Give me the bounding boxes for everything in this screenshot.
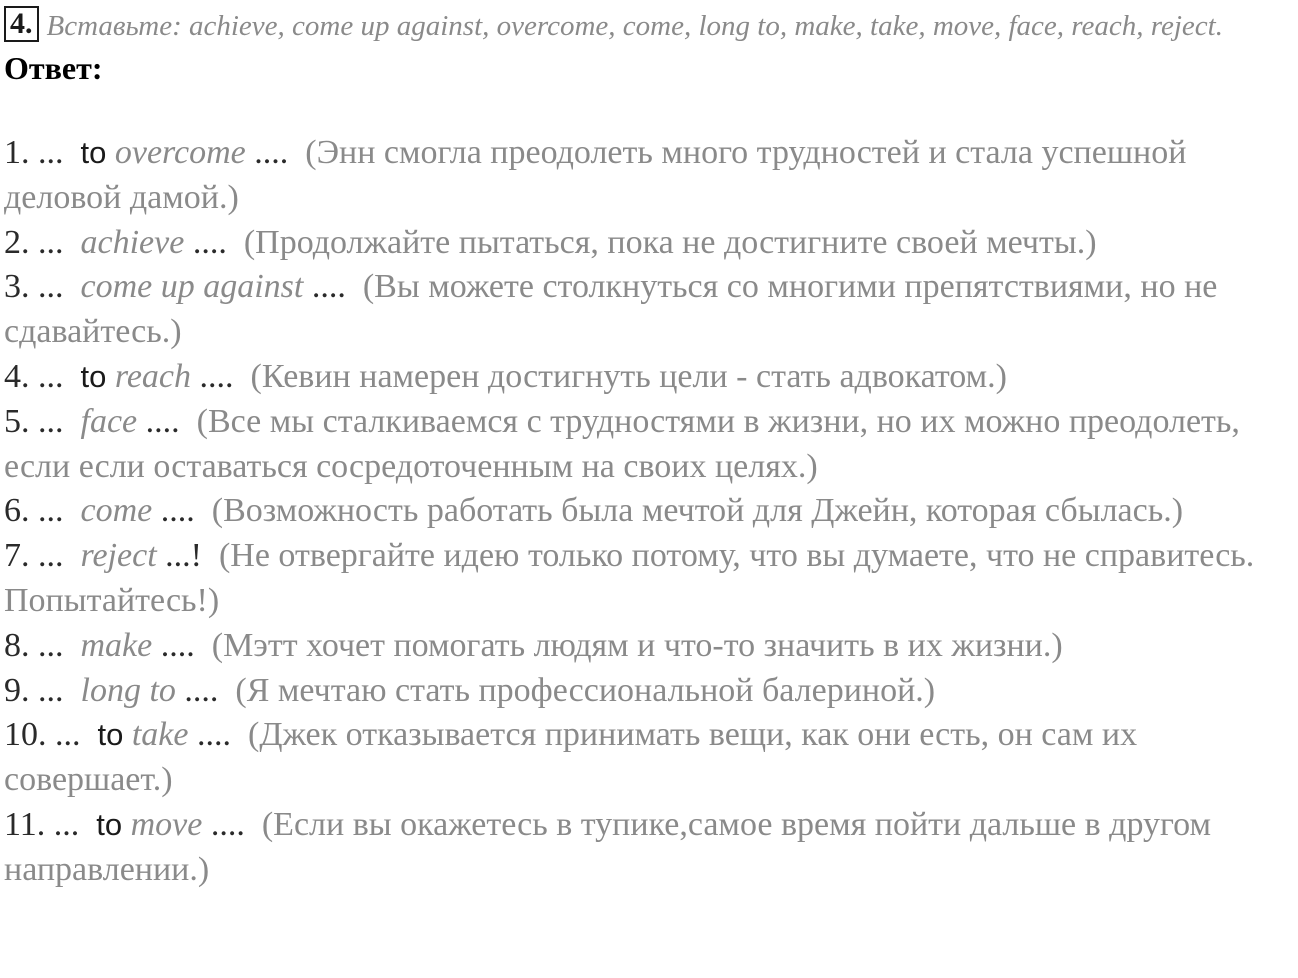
item-number: 3. ... <box>4 268 64 306</box>
item-word: achieve <box>80 223 185 261</box>
item-end: .... <box>311 268 346 306</box>
item-end: .... <box>160 492 195 530</box>
item-to: to <box>97 717 124 753</box>
item-number: 5. ... <box>4 402 64 440</box>
item-word: face <box>80 402 138 440</box>
item-end: .... <box>192 223 227 261</box>
item-end: .... <box>254 134 289 171</box>
answer-list <box>4 131 1298 893</box>
list-item <box>4 265 1298 355</box>
item-end: .... <box>184 671 219 709</box>
item-translation: (Вы можете столкнуться со многими препятствиями, но не сдавайтесь.) <box>4 268 1218 351</box>
item-to: to <box>96 806 123 842</box>
item-word: long to <box>80 671 176 709</box>
list-item <box>4 713 1298 803</box>
item-number: 6. ... <box>4 492 64 530</box>
list-item <box>4 534 1298 624</box>
item-translation: (Кевин намерен достигнуть цели - стать адвокатом.) <box>250 357 1007 395</box>
item-word: come up against <box>80 268 304 306</box>
item-end: .... <box>210 805 245 843</box>
item-number: 4. ... <box>4 357 64 395</box>
list-item <box>4 803 1298 893</box>
item-end: .... <box>145 402 180 440</box>
list-item <box>4 624 1298 669</box>
item-end: .... <box>199 357 234 395</box>
task-header <box>4 6 1298 46</box>
item-translation: (Мэтт хочет помогать людям и что-то значить в их жизни.) <box>211 626 1063 664</box>
item-word: overcome <box>114 134 246 171</box>
item-translation: (Продолжайте пытаться, пока не достигните своей мечты.) <box>243 223 1097 261</box>
item-number: 11. ... <box>4 805 80 843</box>
item-translation: (Не отвергайте идею только потому, что вы думаете, что не справитесь. Попытайтесь!) <box>4 537 1255 619</box>
item-number: 8. ... <box>4 626 64 664</box>
item-word: take <box>131 716 189 754</box>
task-number: 4. <box>4 6 39 42</box>
list-item <box>4 355 1298 400</box>
item-number: 2. ... <box>4 223 64 261</box>
item-translation: (Возможность работать была мечтой для Джейн, которая сбылась.) <box>211 492 1184 530</box>
list-item <box>4 489 1298 534</box>
item-translation: (Джек отказывается принимать вещи, как они есть, он сам их совершает.) <box>4 716 1138 799</box>
list-item <box>4 221 1298 266</box>
item-translation: (Все мы сталкиваемся с трудностями в жизни, но их можно преодолеть, если если оставаться сосредоточенным на своих целях.) <box>4 402 1240 485</box>
item-number: 7. ... <box>4 537 64 575</box>
item-number: 10. ... <box>4 716 81 754</box>
answer-label: Ответ: <box>4 50 103 86</box>
item-translation: (Я мечтаю стать профессиональной балериной.) <box>235 671 936 709</box>
item-word: make <box>80 626 153 664</box>
item-word: move <box>130 805 203 843</box>
item-end: ...! <box>165 537 202 575</box>
item-end: .... <box>160 626 195 664</box>
item-translation: (Энн смогла преодолеть много трудностей и стала успешной деловой дамой.) <box>4 134 1187 216</box>
item-number: 1. ... <box>4 134 64 171</box>
item-to: to <box>80 358 107 394</box>
list-item <box>4 131 1298 221</box>
item-word: reach <box>114 357 192 395</box>
item-end: .... <box>197 716 231 754</box>
item-number: 9. ... <box>4 671 64 709</box>
item-word: come <box>80 492 153 530</box>
item-word: reject <box>80 537 157 575</box>
list-item <box>4 669 1298 714</box>
task-instruction: Вставьте: achieve, come up against, overcome, come, long to, make, take, move, face, reach, reject. <box>46 10 1223 42</box>
item-to: to <box>80 135 107 170</box>
item-translation: (Если вы окажетесь в тупике,самое время пойти дальше в другом направлении.) <box>4 805 1212 888</box>
list-item <box>4 400 1298 490</box>
